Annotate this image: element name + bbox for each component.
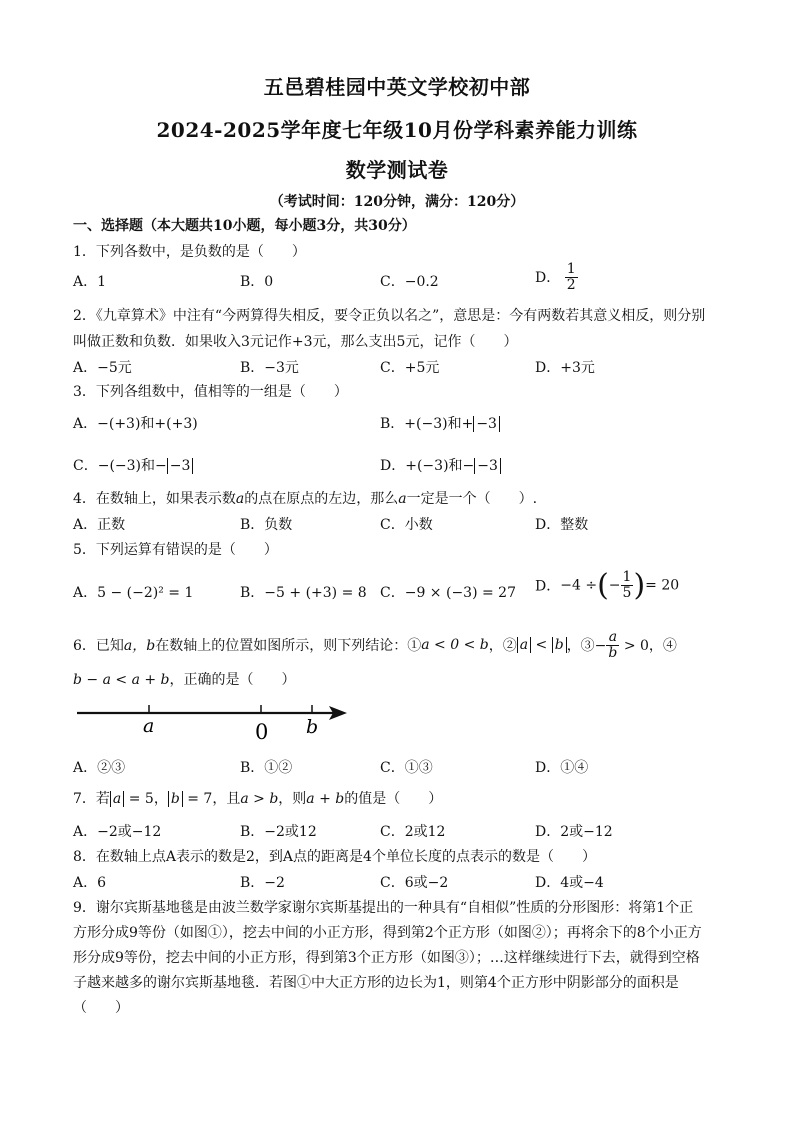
q3-stem: 3．下列各组数中，值相等的一组是（ ）: [73, 384, 348, 400]
q7-text-post: 的值是（ ）: [344, 791, 443, 807]
subject-title: 数学测试卷: [345, 158, 449, 182]
exam-info: （考试时间：120分钟，满分：120分）: [269, 194, 525, 210]
q5-option-b-label: B．: [240, 585, 265, 601]
q7-option-a: A．−2或−12: [73, 824, 162, 840]
q5-option-d-label: D．: [535, 578, 561, 595]
q3-option-a-label: A．: [73, 416, 98, 432]
q6-text-c3-post: > 0，④: [619, 638, 677, 655]
q2-option-c: C．+5元: [380, 360, 440, 376]
q5-option-a-expr: 5 − (−2)² = 1: [97, 585, 194, 601]
q3-option-c-abs: −3: [167, 458, 194, 474]
q4-option-c: C．小数: [380, 517, 433, 533]
q7-option-c: C．2或12: [380, 824, 446, 840]
q7-abs-a: a: [110, 791, 124, 807]
q3-option-c: [73, 455, 193, 475]
q9-stem-line1: 9．谢尔宾斯基地毯是由波兰数学家谢尔宾斯基提出的一种具有“自相似”性质的分形图形：将第1个正: [73, 900, 694, 916]
q5-option-d-pre: −4 ÷: [560, 577, 598, 594]
q5-option-b: [240, 582, 367, 602]
q5-option-d-fraction: [621, 570, 634, 600]
q4-stem-pre: 4．在数轴上，如果表示数: [73, 491, 236, 507]
q7-eq1: = 5，: [124, 791, 168, 807]
q3-option-a: [73, 413, 198, 433]
q5-option-b-expr: −5 + (+3) = 8: [264, 585, 367, 601]
q3-option-a-expr: −(+3)和+(+3): [97, 416, 198, 432]
q8-stem: 8．在数轴上点A表示的数是2，到A点的距离是4个单位长度的点表示的数是（ ）: [73, 849, 596, 865]
q6-text: 6．已知: [73, 638, 124, 655]
q4-var-a-2: a: [398, 491, 407, 507]
q3-option-d-expr: +(−3)和−: [405, 458, 475, 474]
q4-var-a: a: [235, 491, 245, 507]
q7-option-d: D．2或−12: [535, 824, 613, 840]
q4-option-d: D．整数: [535, 517, 589, 533]
q7-text-mid: ，则: [278, 791, 307, 807]
q7-expression: a + b: [306, 791, 345, 807]
fraction-denominator: b: [608, 644, 618, 661]
q1-option-d-label: D．: [535, 270, 561, 287]
q7-text: 7．若: [73, 791, 110, 807]
q1-option-b: B．0: [240, 274, 274, 290]
q7-stem: [73, 788, 442, 808]
q3-option-b: [380, 413, 500, 433]
q1-option-c: C．−0.2: [380, 274, 439, 290]
axis-label-0: 0: [255, 720, 269, 744]
q9-stem-line3: 形分成9等份，挖去中间的小正方形，得到第3个正方形（如图③）；…这样继续进行下去，就得到空格: [73, 950, 700, 966]
exam-title: 2024-2025学年度七年级10月份学科素养能力训练: [156, 118, 638, 142]
q5-option-d: D．−4 ÷(− $\frac{1}{5}$ )= 20: [535, 568, 680, 603]
q4-option-b: B．负数: [240, 517, 293, 533]
number-line: [73, 700, 363, 746]
q5-option-c: [380, 582, 516, 602]
q6-option-d: D．①④: [535, 760, 589, 776]
q2-stem-line2: 叫做正数和负数．如果收入3元记作+3元，那么支出5元，记作（ ）: [73, 334, 518, 350]
q1-option-a: A．1: [73, 274, 107, 290]
q3-option-d-abs: −3: [474, 458, 501, 474]
q6-option-b: B．①②: [240, 760, 293, 776]
q1-stem: 1．下列各数中，是负数的是（ ）: [73, 244, 306, 260]
q5-option-c-expr: −9 × (−3) = 27: [404, 585, 516, 601]
q2-option-d: D．+3元: [535, 360, 595, 376]
q7-option-b: B．−2或12: [240, 824, 317, 840]
q3-option-d-label: D．: [380, 458, 406, 474]
q6-abs-b: b: [552, 637, 567, 653]
fraction-numerator: 1: [622, 569, 632, 586]
q7-condition: a > b: [240, 791, 279, 807]
left-paren: (: [597, 568, 609, 603]
q6-option-c: C．①③: [380, 760, 433, 776]
q4-stem: [73, 488, 537, 508]
q6-conclusion-1: a < 0 < b: [421, 637, 489, 654]
q2-option-b: B．−3元: [240, 360, 299, 376]
q8-option-a: A．6: [73, 875, 107, 891]
q5-option-d-post: = 20: [645, 577, 680, 594]
q6-text-c2: ，②: [488, 638, 517, 655]
q1-option-d: [535, 262, 578, 292]
q8-option-d: D．4或−4: [535, 875, 604, 891]
q3-option-b-abs: −3: [473, 416, 500, 432]
q3-option-b-expr: +(−3)和+: [404, 416, 474, 432]
q9-stem-line2: 方形分成9等份（如图①），挖去中间的小正方形，得到第2个正方形（如图②）；再将余下的8个小正方: [73, 925, 702, 941]
q6-vars: a，b: [123, 638, 156, 655]
fraction-numerator: a: [606, 630, 619, 646]
q3-option-b-label: B．: [380, 416, 405, 432]
q6-stem-line2: [73, 669, 296, 689]
q2-option-a: A．−5元: [73, 360, 132, 376]
axis-label-b: b: [306, 716, 319, 738]
q1-option-d-fraction: [565, 262, 578, 292]
q6-text-mid: 在数轴上的位置如图所示，则下列结论：①: [155, 638, 422, 655]
q5-option-a: [73, 582, 193, 602]
q5-stem: 5．下列运算有错误的是（ ）: [73, 542, 278, 558]
q4-stem-post: 一定是一个（ ）.: [406, 491, 538, 507]
q9-stem-line5: （ ）: [73, 1000, 129, 1016]
fraction-denominator: 5: [622, 585, 632, 601]
q6-text-end: ，正确的是（ ）: [169, 672, 296, 688]
fraction-denominator: 2: [566, 276, 576, 293]
q6-lt: <: [531, 637, 552, 654]
fraction-numerator: 1: [566, 261, 576, 277]
q5-option-a-label: A．: [73, 585, 98, 601]
right-paren: ): [633, 568, 646, 603]
q7-eq2: = 7，且: [182, 791, 241, 807]
q4-option-a: A．正数: [73, 517, 126, 533]
q3-option-d: [380, 455, 501, 475]
q8-option-c: C．6或−2: [380, 875, 449, 891]
q6-text-c3: ，③−: [566, 638, 607, 655]
q6-conclusion-4: b − a < a + b: [73, 672, 170, 688]
q6-stem-line1: [73, 630, 677, 660]
school-title: 五邑碧桂园中英文学校初中部: [263, 75, 531, 99]
q6-abs-a: a: [517, 637, 531, 653]
q3-option-c-label: C．: [73, 458, 98, 474]
axis-label-a: a: [143, 715, 155, 737]
q6-fraction: [606, 630, 619, 660]
q7-abs-b: b: [168, 791, 183, 807]
q4-stem-mid: 的点在原点的左边，那么: [244, 491, 399, 507]
q5-option-c-label: C．: [380, 585, 405, 601]
section-heading: 一、选择题（本大题共10小题，每小题3分，共30分）: [73, 218, 416, 234]
q9-stem-line4: 子越来越多的谢尔宾斯基地毯．若图①中大正方形的边长为1，则第4个正方形中阴影部分的面积是: [73, 975, 679, 991]
q3-option-c-expr: −(−3)和−: [97, 458, 167, 474]
q2-stem-line1: 2．《九章算术》中注有“今两算得失相反，要令正负以名之”，意思是：今有两数若其意义相反，则分别: [73, 308, 706, 324]
q6-option-a: A．②③: [73, 760, 126, 776]
q8-option-b: B．−2: [240, 875, 285, 891]
